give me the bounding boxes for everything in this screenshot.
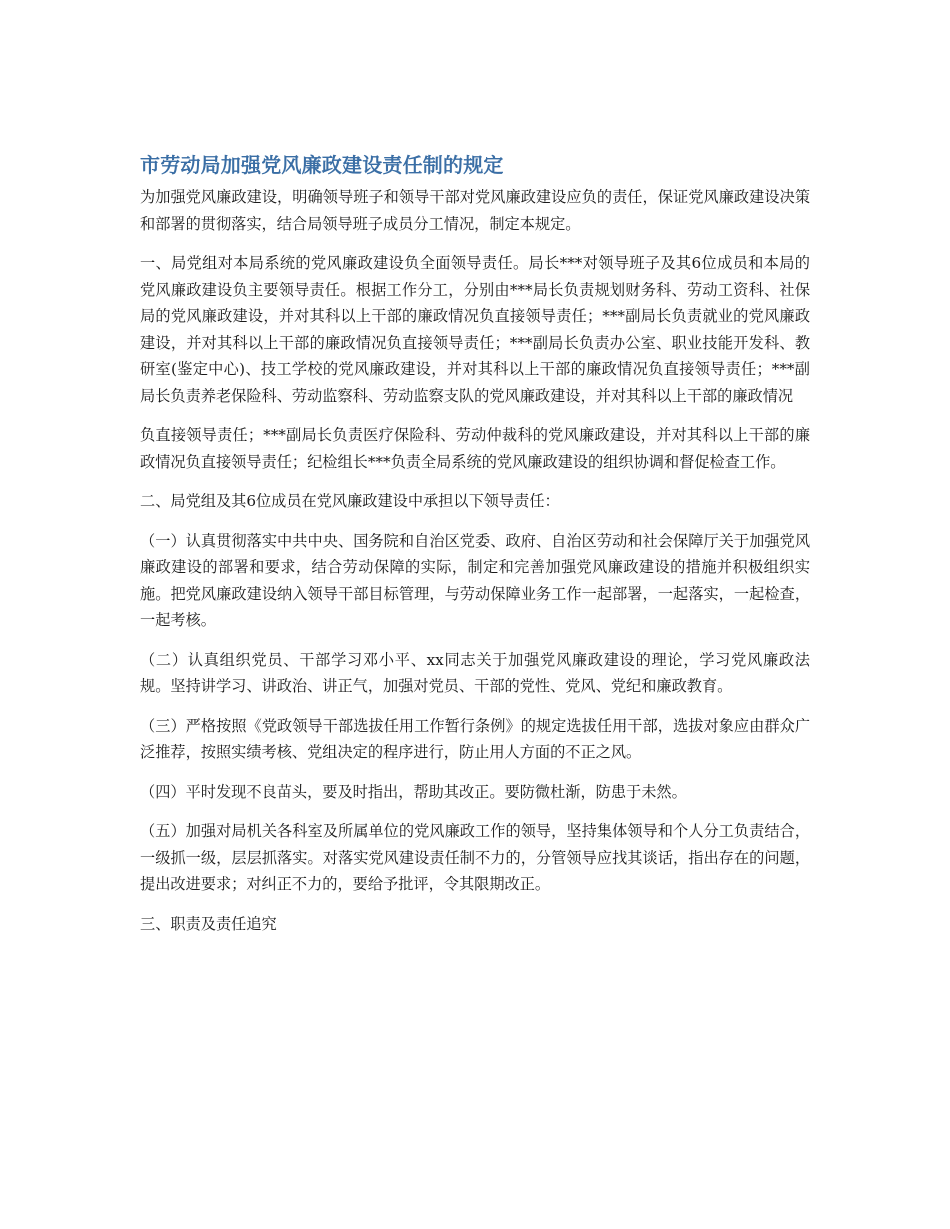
paragraph-item-3: （三）严格按照《党政领导干部选拔任用工作暂行条例》的规定选拔任用干部，选拔对象应由群众广泛推荐，按照实绩考核、党组决定的程序进行，防止用人方面的不正之风。 — [140, 716, 810, 761]
paragraph-item-1: （一）认真贯彻落实中共中央、国务院和自治区党委、政府、自治区劳动和社会保障厅关于加强党风廉政建设的部署和要求，结合劳动保障的实际，制定和完善加强党风廉政建设的措施并积极组织实施。把党风廉政建设纳入领导干部目标管理，与劳动保障业务工作一起部署，一起落实，一起检查，一起考核。 — [140, 531, 810, 629]
document-title: 市劳动局加强党风廉政建设责任制的规定 — [140, 153, 504, 177]
paragraph-section-2-heading: 二、局党组及其6位成员在党风廉政建设中承担以下领导责任： — [140, 492, 560, 510]
document-page — [140, 150, 810, 950]
paragraph-intro: 为加强党风廉政建设，明确领导班子和领导干部对党风廉政建设应负的责任，保证党风廉政建设决策和部署的贯彻落实，结合局领导班子成员分工情况，制定本规定。 — [140, 188, 810, 233]
paragraph-section-1: 一、局党组对本局系统的党风廉政建设负全面领导责任。局长***对领导班子及其6位成员和本局的党风廉政建设负主要领导责任。根据工作分工，分别由***局长负责规划财务科、劳动工资科、社保局的党风廉政建设，并对其科以上干部的廉政情况负直接领导责任；***副局长负责就业的党风廉政建设，并对其科以上干部的廉政情况负直接领导责任；***副局长负责办公室、职业技能开发科、教研室(鉴定中心)、技工学校的党风廉政建设，并对其科以上干部的廉政情况负直接领导责任；***副局长负责养老保险科、劳动监察科、劳动监察支队的党风廉政建设，并对其科以上干部的廉政情况 — [140, 254, 810, 405]
paragraph-section-1-continued: 负直接领导责任；***副局长负责医疗保险科、劳动仲裁科的党风廉政建设，并对其科以上干部的廉政情况负直接领导责任；纪检组长***负责全局系统的党风廉政建设的组织协调和督促检查工作。 — [140, 426, 810, 471]
paragraph-item-2: （二）认真组织党员、干部学习邓小平、xx同志关于加强党风廉政建设的理论，学习党风廉政法规。坚持讲学习、讲政治、讲正气，加强对党员、干部的党性、党风、党纪和廉政教育。 — [140, 650, 810, 695]
paragraph-item-5: （五）加强对局机关各科室及所属单位的党风廉政工作的领导，坚持集体领导和个人分工负责结合，一级抓一级，层层抓落实。对落实党风建设责任制不力的，分管领导应找其谈话，指出存在的问题，提出改进要求；对纠正不力的，要给予批评，令其限期改正。 — [140, 822, 810, 893]
paragraph-item-4: （四）平时发现不良苗头，要及时指出，帮助其改正。要防微杜渐，防患于未然。 — [140, 782, 687, 801]
paragraph-section-3-heading: 三、职责及责任追究 — [140, 914, 277, 933]
